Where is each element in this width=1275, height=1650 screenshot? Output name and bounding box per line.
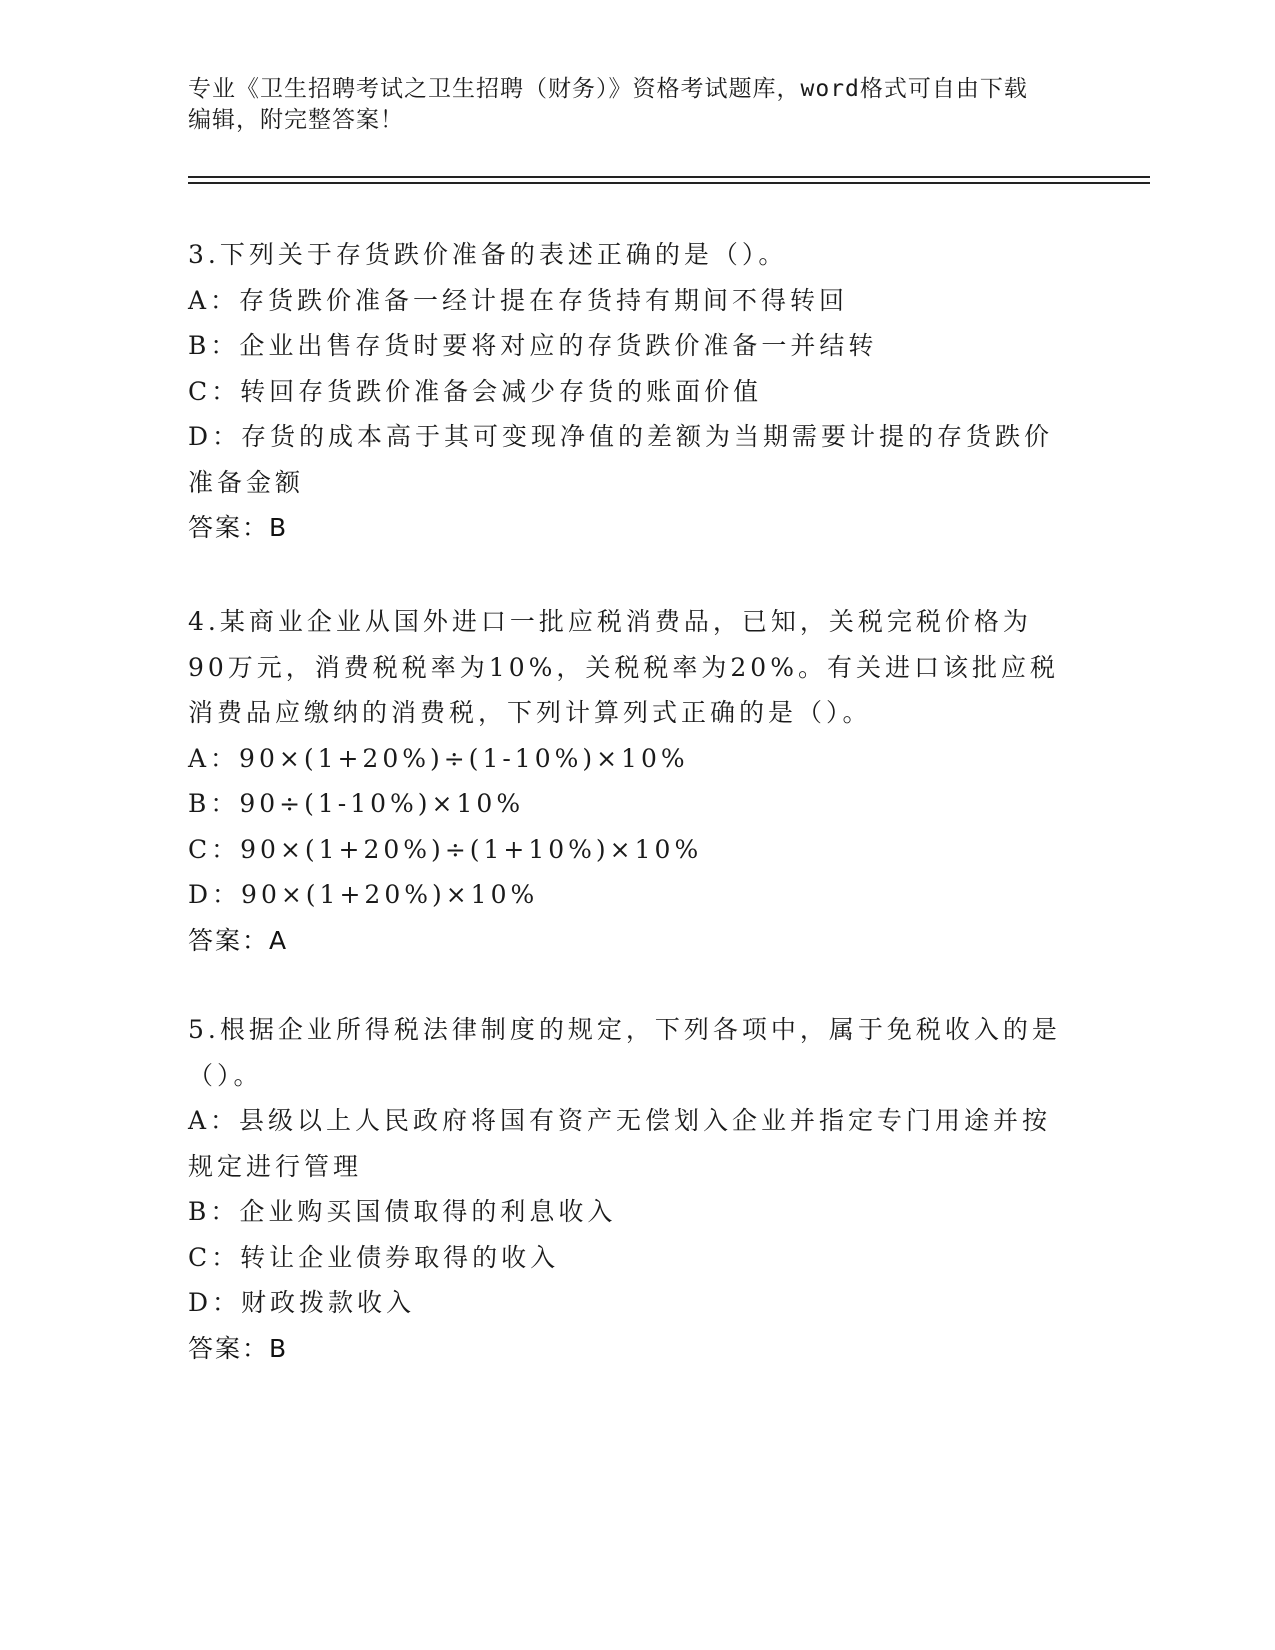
option-a: A：存货跌价准备一经计提在存货持有期间不得转回: [188, 285, 849, 315]
option-b: B：企业出售存货时要将对应的存货跌价准备一并结转: [188, 331, 878, 360]
option-a: A：县级以上人民政府将国有资产无偿划入企业并指定专门用途并按规定进行管理: [188, 1106, 1052, 1181]
document-header: [188, 74, 1088, 136]
question-3: [188, 232, 1068, 551]
question-stem: 5.根据企业所得税法律制度的规定，下列各项中，属于免税收入的是（）。: [188, 1015, 1061, 1090]
option-b: B：90÷(1-10%)×10%: [188, 789, 525, 818]
answer-label: 答案：B: [188, 1333, 289, 1363]
question-4: [188, 599, 1068, 963]
question-stem: 4.某商业企业从国外进口一批应税消费品，已知，关税完税价格为90万元，消费税税率为10%，关税税率为20%。有关进口该批应税消费品应缴纳的消费税，下列计算列式正确的是（）。: [188, 607, 1059, 727]
header-intro-line-2: 编辑，附完整答案！: [188, 107, 404, 133]
header-intro-line-1: 专业《卫生招聘考试之卫生招聘（财务）》资格考试题库，word格式可自由下载: [188, 76, 1028, 102]
question-stem: 3.下列关于存货跌价准备的表述正确的是（）。: [188, 240, 788, 269]
option-a: A：90×(1+20%)÷(1-10%)×10%: [188, 743, 689, 773]
option-b: B：企业购买国债取得的利息收入: [188, 1197, 617, 1226]
option-c: C：转让企业债券取得的收入: [188, 1242, 560, 1272]
answer-label: 答案：B: [188, 513, 289, 542]
option-c: C：转回存货跌价准备会减少存货的账面价值: [188, 376, 763, 406]
answer-label: 答案：A: [188, 925, 289, 955]
header-divider-top: [188, 176, 1150, 178]
option-c: C：90×(1+20%)÷(1+10%)×10%: [188, 834, 703, 864]
question-5: [188, 1007, 1068, 1371]
option-d: D：财政拨款收入: [188, 1288, 416, 1317]
option-d: D：存货的成本高于其可变现净值的差额为当期需要计提的存货跌价准备金额: [188, 422, 1054, 497]
option-d: D：90×(1+20%)×10%: [188, 880, 539, 909]
header-divider-bottom: [188, 182, 1150, 184]
